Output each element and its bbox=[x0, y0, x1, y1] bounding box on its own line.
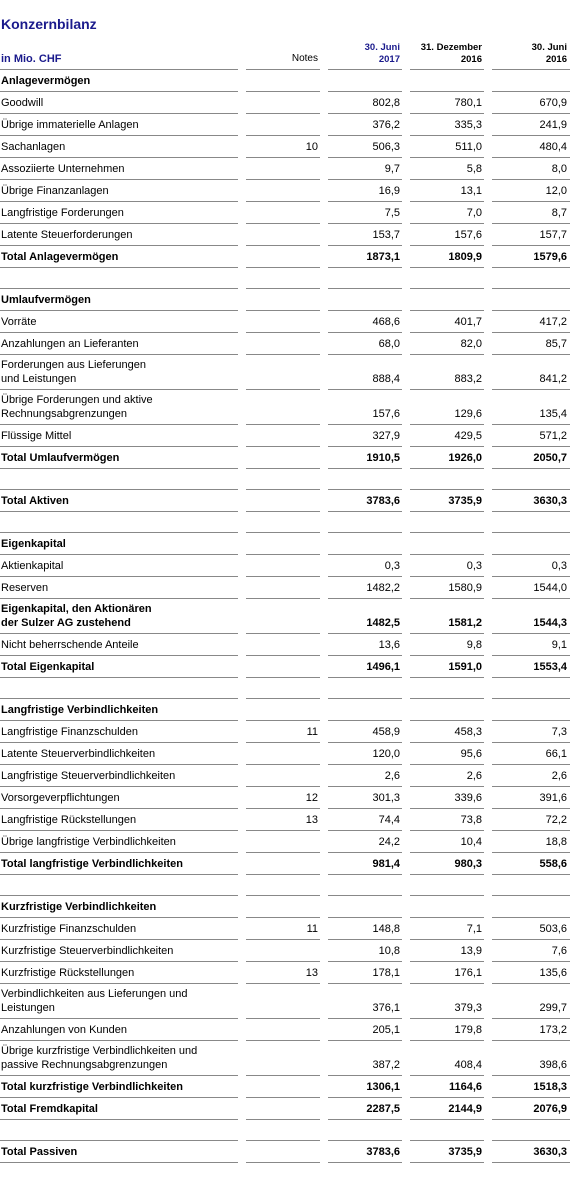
divider bbox=[328, 1162, 402, 1163]
row-label-line: Total Aktiven bbox=[1, 495, 69, 507]
section-header-row bbox=[0, 289, 570, 311]
value-dec-2016: 1580,9 bbox=[448, 582, 482, 594]
row-label-line: Sachanlagen bbox=[1, 141, 66, 153]
row-label-line: Übrige kurzfristige Verbindlichkeiten und bbox=[1, 1045, 198, 1057]
row-label-line: Nicht beherrschende Anteile bbox=[1, 639, 139, 651]
row-label-line: Assoziierte Unternehmen bbox=[1, 163, 125, 175]
value-jun-2016: 9,1 bbox=[551, 639, 567, 651]
value-dec-2016: 780,1 bbox=[454, 97, 482, 109]
row-label bbox=[1, 96, 233, 110]
value-jun-2016: 3630,3 bbox=[533, 1146, 567, 1158]
row-label bbox=[1, 358, 233, 386]
row-label bbox=[1, 1023, 233, 1037]
value-dec-2016: 2144,9 bbox=[448, 1103, 482, 1115]
notes-cell: 11 bbox=[306, 726, 318, 738]
row-label bbox=[1, 1102, 233, 1116]
value-jun-2016: 173,2 bbox=[539, 1024, 567, 1036]
value-dec-2016: 179,8 bbox=[454, 1024, 482, 1036]
row-label-line: Leistungen bbox=[1, 1002, 55, 1014]
value-dec-2016: 408,4 bbox=[454, 1059, 482, 1071]
value-jun-2016: 1579,6 bbox=[533, 251, 567, 263]
value-jun-2017: 1482,5 bbox=[366, 617, 400, 629]
row-label bbox=[1, 747, 233, 761]
divider bbox=[492, 1162, 570, 1163]
table-row bbox=[0, 425, 570, 447]
row-label-line: Aktienkapital bbox=[1, 560, 64, 572]
notes-cell: 11 bbox=[306, 923, 318, 935]
value-jun-2016: 3630,3 bbox=[533, 495, 567, 507]
row-label bbox=[1, 922, 233, 936]
value-jun-2017: 387,2 bbox=[372, 1059, 400, 1071]
col-header-jun-2016: 30. Juni 2016 bbox=[531, 42, 567, 65]
row-label bbox=[1, 206, 233, 220]
value-jun-2016: 2050,7 bbox=[533, 452, 567, 464]
table-row bbox=[0, 333, 570, 355]
row-label bbox=[1, 429, 233, 443]
row-label bbox=[1, 660, 233, 674]
value-jun-2016: 1553,4 bbox=[533, 661, 567, 673]
row-label-line: Total Fremdkapital bbox=[1, 1103, 98, 1115]
value-jun-2017: 802,8 bbox=[372, 97, 400, 109]
row-label-line: passive Rechnungsabgrenzungen bbox=[1, 1059, 168, 1071]
unit-label: in Mio. CHF bbox=[1, 53, 62, 65]
value-dec-2016: 1809,9 bbox=[448, 251, 482, 263]
section-header-row bbox=[0, 896, 570, 918]
table-row bbox=[0, 224, 570, 246]
value-dec-2016: 157,6 bbox=[454, 229, 482, 241]
table-row bbox=[0, 390, 570, 425]
value-jun-2017: 13,6 bbox=[378, 639, 400, 651]
table-row bbox=[0, 114, 570, 136]
table-row bbox=[0, 1076, 570, 1098]
value-jun-2017: 178,1 bbox=[372, 967, 400, 979]
value-jun-2016: 1544,3 bbox=[533, 617, 567, 629]
value-jun-2017: 468,6 bbox=[372, 316, 400, 328]
table-row bbox=[0, 180, 570, 202]
spacer-row bbox=[0, 268, 570, 289]
row-label-line: Kurzfristige Finanzschulden bbox=[1, 923, 137, 935]
value-dec-2016: 0,3 bbox=[466, 560, 482, 572]
row-label-line: Vorsorgeverpflichtungen bbox=[1, 792, 120, 804]
row-label bbox=[1, 966, 233, 980]
value-jun-2017: 68,0 bbox=[378, 338, 400, 350]
value-jun-2017: 1910,5 bbox=[366, 452, 400, 464]
divider bbox=[0, 1162, 238, 1163]
row-label-line: Flüssige Mittel bbox=[1, 430, 72, 442]
row-label bbox=[1, 184, 233, 198]
row-label-line: Langfristige Steuerverbindlichkeiten bbox=[1, 770, 176, 782]
row-label bbox=[1, 987, 233, 1015]
value-dec-2016: 511,0 bbox=[455, 141, 482, 153]
row-label-line: Anzahlungen von Kunden bbox=[1, 1024, 127, 1036]
row-label bbox=[1, 791, 233, 805]
row-label-line: Total Umlaufvermögen bbox=[1, 452, 120, 464]
spacer-row bbox=[0, 678, 570, 699]
section-header-row bbox=[0, 70, 570, 92]
value-dec-2016: 458,3 bbox=[454, 726, 482, 738]
table-row bbox=[0, 962, 570, 984]
row-label bbox=[1, 118, 233, 132]
spacer-row bbox=[0, 469, 570, 490]
notes-cell: 13 bbox=[305, 967, 318, 979]
table-row bbox=[0, 765, 570, 787]
value-jun-2017: 888,4 bbox=[372, 373, 400, 385]
row-label-line: Eigenkapital bbox=[1, 538, 66, 550]
value-jun-2017: 458,9 bbox=[372, 726, 400, 738]
row-label-line: Anzahlungen an Lieferanten bbox=[1, 338, 139, 350]
row-label-line: Latente Steuerforderungen bbox=[1, 229, 133, 241]
value-jun-2016: 299,7 bbox=[539, 1002, 567, 1014]
value-jun-2016: 503,6 bbox=[539, 923, 567, 935]
row-label-line: der Sulzer AG zustehend bbox=[1, 617, 131, 629]
value-dec-2016: 3735,9 bbox=[448, 1146, 482, 1158]
row-label-line: Langfristige Verbindlichkeiten bbox=[1, 704, 159, 716]
row-label-line: Forderungen aus Lieferungen bbox=[1, 359, 146, 371]
value-dec-2016: 1581,2 bbox=[448, 617, 482, 629]
row-label bbox=[1, 494, 233, 508]
value-jun-2016: 241,9 bbox=[539, 119, 567, 131]
value-jun-2016: 2,6 bbox=[551, 770, 567, 782]
value-jun-2016: 417,2 bbox=[539, 316, 567, 328]
value-jun-2017: 9,7 bbox=[384, 163, 400, 175]
value-dec-2016: 82,0 bbox=[460, 338, 482, 350]
row-label-line: Langfristige Finanzschulden bbox=[1, 726, 138, 738]
row-label bbox=[1, 451, 233, 465]
value-jun-2016: 841,2 bbox=[539, 373, 567, 385]
table-row bbox=[0, 1141, 570, 1163]
table-row bbox=[0, 447, 570, 469]
table-row bbox=[0, 809, 570, 831]
row-label bbox=[1, 1044, 233, 1072]
row-label bbox=[1, 813, 233, 827]
row-label-line: Vorräte bbox=[1, 316, 37, 328]
row-label bbox=[1, 1145, 233, 1159]
value-jun-2016: 8,7 bbox=[551, 207, 567, 219]
page-title: Konzernbilanz bbox=[1, 16, 97, 32]
row-label bbox=[1, 337, 233, 351]
table-row bbox=[0, 853, 570, 875]
value-jun-2016: 85,7 bbox=[545, 338, 567, 350]
row-label bbox=[1, 74, 233, 88]
table-row bbox=[0, 721, 570, 743]
row-label bbox=[1, 228, 233, 242]
row-label-line: Langfristige Forderungen bbox=[1, 207, 124, 219]
value-jun-2017: 2,6 bbox=[384, 770, 400, 782]
value-dec-2016: 10,4 bbox=[460, 836, 482, 848]
value-jun-2016: 157,7 bbox=[539, 229, 567, 241]
row-label bbox=[1, 900, 233, 914]
value-dec-2016: 980,3 bbox=[454, 858, 482, 870]
divider bbox=[246, 1162, 320, 1163]
value-dec-2016: 176,1 bbox=[454, 967, 482, 979]
row-label-line: Kurzfristige Steuerverbindlichkeiten bbox=[1, 945, 174, 957]
table-row bbox=[0, 1098, 570, 1120]
row-label bbox=[1, 393, 233, 421]
row-label bbox=[1, 250, 233, 264]
spacer-row bbox=[0, 875, 570, 896]
value-jun-2016: 7,6 bbox=[551, 945, 567, 957]
section-header-row bbox=[0, 699, 570, 721]
value-dec-2016: 335,3 bbox=[454, 119, 482, 131]
notes-cell: 10 bbox=[305, 141, 318, 153]
notes-cell: 12 bbox=[305, 792, 318, 804]
table-row bbox=[0, 1041, 570, 1076]
value-jun-2016: 398,6 bbox=[539, 1059, 567, 1071]
value-jun-2017: 157,6 bbox=[372, 408, 400, 420]
value-jun-2017: 153,7 bbox=[372, 229, 400, 241]
row-label bbox=[1, 162, 233, 176]
row-label bbox=[1, 857, 233, 871]
row-label-line: Übrige Forderungen und aktive bbox=[1, 394, 153, 406]
row-label-line: Total Eigenkapital bbox=[1, 661, 95, 673]
value-dec-2016: 3735,9 bbox=[448, 495, 482, 507]
row-label bbox=[1, 559, 233, 573]
table-row bbox=[0, 136, 570, 158]
table-row bbox=[0, 311, 570, 333]
value-jun-2016: 571,2 bbox=[539, 430, 567, 442]
value-jun-2017: 24,2 bbox=[378, 836, 400, 848]
row-label bbox=[1, 602, 233, 630]
table-row bbox=[0, 634, 570, 656]
value-jun-2017: 376,1 bbox=[372, 1002, 400, 1014]
row-label-line: Kurzfristige Rückstellungen bbox=[1, 967, 135, 979]
row-label-line: Übrige langfristige Verbindlichkeiten bbox=[1, 836, 176, 848]
divider bbox=[410, 1162, 484, 1163]
value-dec-2016: 2,6 bbox=[466, 770, 482, 782]
col-header-jun-2017: 30. Juni 2017 bbox=[364, 42, 400, 65]
row-label bbox=[1, 293, 233, 307]
row-label bbox=[1, 581, 233, 595]
row-label-line: Total Anlagevermögen bbox=[1, 251, 119, 263]
table-row bbox=[0, 577, 570, 599]
value-jun-2016: 135,4 bbox=[539, 408, 567, 420]
row-label-line: Latente Steuerverbindlichkeiten bbox=[1, 748, 156, 760]
row-label-line: Reserven bbox=[1, 582, 49, 594]
value-jun-2016: 12,0 bbox=[545, 185, 567, 197]
value-jun-2016: 7,3 bbox=[551, 726, 567, 738]
value-jun-2017: 2287,5 bbox=[366, 1103, 400, 1115]
value-dec-2016: 401,7 bbox=[454, 316, 482, 328]
value-jun-2016: 670,9 bbox=[539, 97, 567, 109]
table-row bbox=[0, 831, 570, 853]
row-label bbox=[1, 703, 233, 717]
value-dec-2016: 1591,0 bbox=[448, 661, 482, 673]
notes-header: Notes bbox=[291, 53, 318, 64]
table-row bbox=[0, 984, 570, 1019]
row-label-line: Total kurzfristige Verbindlichkeiten bbox=[1, 1081, 183, 1093]
table-row bbox=[0, 940, 570, 962]
row-label bbox=[1, 1080, 233, 1094]
col-header-dec-2016: 31. Dezember 2016 bbox=[420, 42, 482, 65]
row-label-line: Total Passiven bbox=[1, 1146, 78, 1158]
table-row bbox=[0, 158, 570, 180]
value-jun-2017: 3783,6 bbox=[366, 1146, 400, 1158]
row-label bbox=[1, 769, 233, 783]
value-jun-2017: 301,3 bbox=[372, 792, 400, 804]
row-label-line: Verbindlichkeiten aus Lieferungen und bbox=[1, 988, 188, 1000]
row-label-line: Eigenkapital, den Aktionären bbox=[1, 603, 152, 615]
value-dec-2016: 73,8 bbox=[460, 814, 482, 826]
row-label-line: Kurzfristige Verbindlichkeiten bbox=[1, 901, 157, 913]
row-label bbox=[1, 835, 233, 849]
value-jun-2016: 72,2 bbox=[545, 814, 567, 826]
value-dec-2016: 13,9 bbox=[460, 945, 482, 957]
value-jun-2017: 1873,1 bbox=[366, 251, 400, 263]
table-row bbox=[0, 92, 570, 114]
table-header bbox=[0, 38, 570, 70]
row-label-line: Übrige Finanzanlagen bbox=[1, 185, 109, 197]
value-jun-2017: 7,5 bbox=[384, 207, 400, 219]
row-label bbox=[1, 638, 233, 652]
table-row bbox=[0, 918, 570, 940]
row-label bbox=[1, 537, 233, 551]
row-label-line: Übrige immaterielle Anlagen bbox=[1, 119, 139, 131]
value-jun-2016: 391,6 bbox=[539, 792, 567, 804]
notes-cell: 13 bbox=[305, 814, 318, 826]
value-dec-2016: 1164,6 bbox=[448, 1081, 482, 1093]
table-row bbox=[0, 743, 570, 765]
value-jun-2016: 8,0 bbox=[551, 163, 567, 175]
value-dec-2016: 5,8 bbox=[466, 163, 482, 175]
value-dec-2016: 9,8 bbox=[466, 639, 482, 651]
table-row bbox=[0, 1019, 570, 1041]
row-label bbox=[1, 944, 233, 958]
value-dec-2016: 1926,0 bbox=[448, 452, 482, 464]
value-jun-2016: 66,1 bbox=[545, 748, 567, 760]
value-jun-2017: 376,2 bbox=[372, 119, 400, 131]
value-dec-2016: 379,3 bbox=[454, 1002, 482, 1014]
value-jun-2017: 327,9 bbox=[372, 430, 400, 442]
row-label-line: Rechnungsabgrenzungen bbox=[1, 408, 127, 420]
row-label bbox=[1, 140, 233, 154]
row-label bbox=[1, 315, 233, 329]
value-jun-2017: 120,0 bbox=[372, 748, 400, 760]
table-row bbox=[0, 355, 570, 390]
row-label-line: Total langfristige Verbindlichkeiten bbox=[1, 858, 183, 870]
spacer-row bbox=[0, 1120, 570, 1141]
value-dec-2016: 883,2 bbox=[454, 373, 482, 385]
value-dec-2016: 339,6 bbox=[454, 792, 482, 804]
value-dec-2016: 429,5 bbox=[454, 430, 482, 442]
value-dec-2016: 95,6 bbox=[460, 748, 482, 760]
value-jun-2016: 0,3 bbox=[551, 560, 567, 572]
value-jun-2016: 1544,0 bbox=[533, 582, 567, 594]
value-jun-2017: 10,8 bbox=[378, 945, 400, 957]
value-jun-2017: 1306,1 bbox=[366, 1081, 400, 1093]
value-jun-2016: 2076,9 bbox=[533, 1103, 567, 1115]
value-jun-2016: 1518,3 bbox=[533, 1081, 567, 1093]
value-jun-2017: 16,9 bbox=[378, 185, 400, 197]
value-dec-2016: 7,0 bbox=[466, 207, 482, 219]
row-label-line: Langfristige Rückstellungen bbox=[1, 814, 137, 826]
value-dec-2016: 13,1 bbox=[460, 185, 482, 197]
value-jun-2016: 135,6 bbox=[539, 967, 567, 979]
table-row bbox=[0, 599, 570, 634]
value-jun-2016: 18,8 bbox=[545, 836, 567, 848]
value-jun-2017: 0,3 bbox=[384, 560, 400, 572]
table-row bbox=[0, 246, 570, 268]
value-jun-2016: 480,4 bbox=[539, 141, 567, 153]
table-row bbox=[0, 555, 570, 577]
row-label-line: und Leistungen bbox=[1, 373, 77, 385]
value-jun-2017: 1482,2 bbox=[366, 582, 400, 594]
table-row bbox=[0, 490, 570, 512]
row-label-line: Goodwill bbox=[1, 97, 44, 109]
value-dec-2016: 129,6 bbox=[454, 408, 482, 420]
value-jun-2017: 205,1 bbox=[372, 1024, 400, 1036]
spacer-row bbox=[0, 512, 570, 533]
row-label-line: Umlaufvermögen bbox=[1, 294, 91, 306]
value-jun-2017: 506,3 bbox=[372, 141, 400, 153]
section-header-row bbox=[0, 533, 570, 555]
value-jun-2017: 981,4 bbox=[372, 858, 400, 870]
row-label bbox=[1, 725, 233, 739]
value-dec-2016: 7,1 bbox=[466, 923, 482, 935]
value-jun-2017: 1496,1 bbox=[366, 661, 400, 673]
value-jun-2017: 148,8 bbox=[372, 923, 400, 935]
value-jun-2017: 3783,6 bbox=[366, 495, 400, 507]
table-row bbox=[0, 656, 570, 678]
table-row bbox=[0, 787, 570, 809]
row-label-line: Anlagevermögen bbox=[1, 75, 91, 87]
table-row bbox=[0, 202, 570, 224]
value-jun-2016: 558,6 bbox=[539, 858, 567, 870]
value-jun-2017: 74,4 bbox=[378, 814, 400, 826]
